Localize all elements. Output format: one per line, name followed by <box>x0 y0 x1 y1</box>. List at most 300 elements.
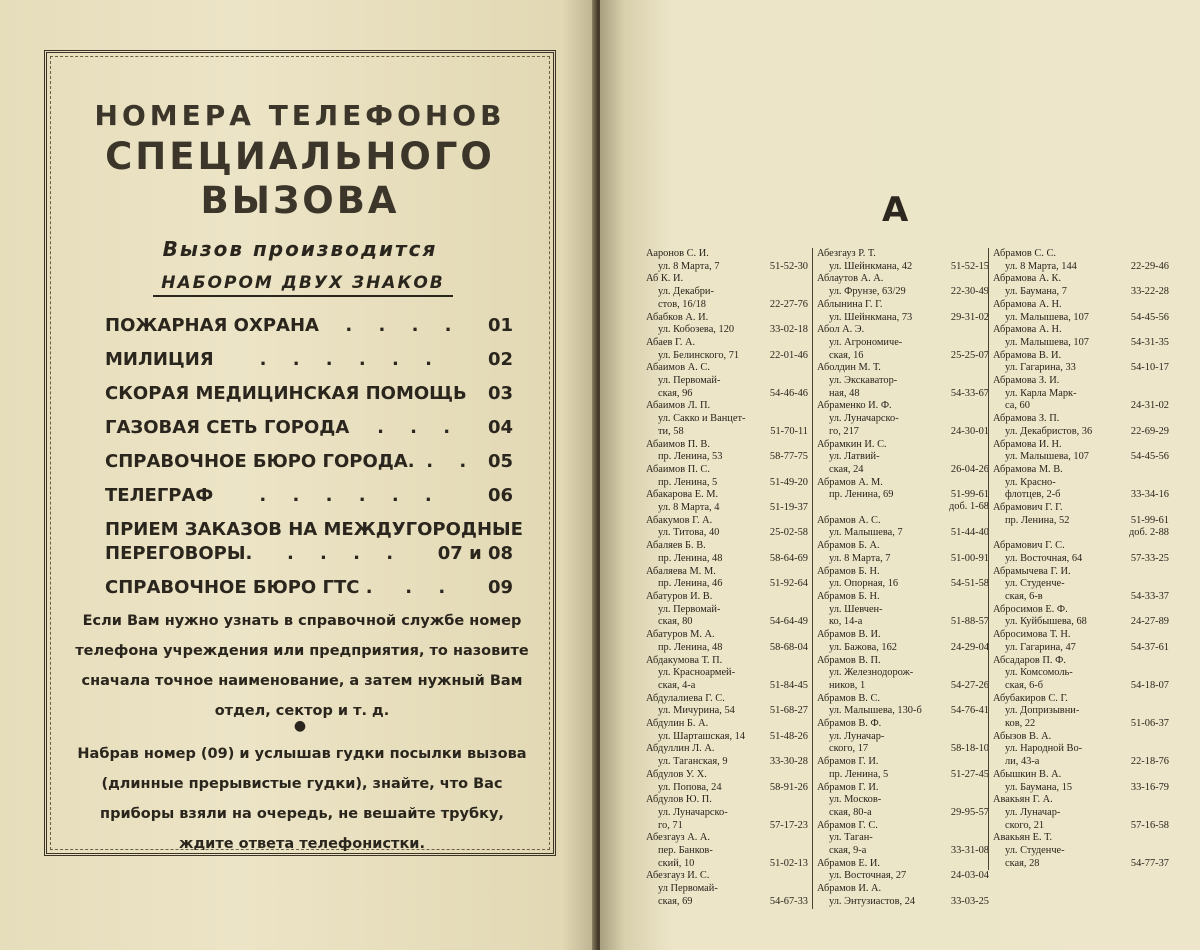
entry-phone: 24-29-04 <box>950 641 989 653</box>
entry-name: Абезгауз Р. Т. <box>817 248 876 259</box>
entry-name: Абсадаров П. Ф. <box>993 654 1066 666</box>
entry-name: Ааронов С. И. <box>646 248 709 259</box>
directory-entry <box>646 515 808 540</box>
entry-name: Абакарова Е. М. <box>646 489 719 501</box>
entry-phone: 26-04-26 <box>950 463 989 475</box>
directory-column-1 <box>646 248 808 909</box>
entry-phone: 33-16-79 <box>1130 781 1169 793</box>
entry-phone: 58-91-26 <box>769 781 808 793</box>
entry-phone: 22-27-76 <box>769 298 808 310</box>
entry-address: ул. Студенче- <box>1005 578 1065 590</box>
entry-address: ская, 80 <box>658 616 693 628</box>
entry-address: ул. Малышева, 130-б <box>829 705 922 717</box>
service-number: 09 <box>487 577 513 598</box>
entry-address: ул. 8 Марта, 4 <box>658 502 720 514</box>
entry-phone: 22-01-46 <box>769 349 808 361</box>
entry-address: ул. Декабри- <box>658 286 714 298</box>
entry-address: ул. Луначар- <box>829 730 885 742</box>
entry-phone: 51-02-13 <box>769 857 808 869</box>
title-line-1: НОМЕРА ТЕЛЕФОНОВ <box>94 99 506 132</box>
entry-name: Абдулов Ю. П. <box>646 794 712 806</box>
entry-name: Абрамова З. П. <box>993 413 1060 425</box>
entry-phone: 33-34-16 <box>1130 489 1169 501</box>
directory-entry <box>993 299 1169 324</box>
directory-entry <box>993 769 1169 794</box>
entry-phone: 57-17-23 <box>769 819 808 831</box>
entry-address: ков, 22 <box>1005 718 1036 730</box>
entry-name: Абдулов У. Х. <box>646 768 707 780</box>
entry-address: ул. 8 Марта, 7 <box>658 260 720 272</box>
entry-address: ул. Шарташская, 14 <box>658 730 746 742</box>
directory-entry <box>646 337 808 362</box>
directory-entry <box>817 324 989 362</box>
service-number: 05 <box>487 451 513 472</box>
entry-address: ко, 14-а <box>829 616 863 628</box>
entry-address: ул. Мичурина, 54 <box>658 705 735 717</box>
entry-name <box>993 527 1169 540</box>
entry-name: Абрамкин И. С. <box>817 438 887 450</box>
service-name: ГАЗОВАЯ СЕТЬ ГОРОДА <box>105 417 350 438</box>
service-name: СПРАВОЧНОЕ БЮРО ГОРОДА. <box>105 451 415 472</box>
directory-entry <box>646 629 808 654</box>
directory-entry <box>817 756 989 781</box>
service-name: ТЕЛЕГРАФ <box>105 485 214 506</box>
entry-address: ул. Красно- <box>1005 476 1056 488</box>
service-row <box>105 417 513 438</box>
entry-phone: 33-30-28 <box>769 756 808 768</box>
entry-phone: 58-68-04 <box>769 641 808 653</box>
entry-name: Абдулалиева Г. С. <box>646 692 725 704</box>
entry-phone: 29-95-57 <box>950 806 989 818</box>
entry-phone: 51-19-37 <box>769 502 808 514</box>
entry-address: ул. Железнодорож- <box>829 667 914 679</box>
directory-entry <box>646 591 808 629</box>
entry-phone: 54-64-49 <box>769 616 808 628</box>
directory-entry <box>817 400 989 438</box>
entry-name: Абрамов В. И. <box>817 629 881 641</box>
directory-entry <box>817 299 989 324</box>
entry-name: Абрамов А. С. <box>817 514 881 526</box>
entry-name: Абросимов Е. Ф. <box>993 603 1068 615</box>
entry-address: ул. Луначар- <box>1005 806 1061 818</box>
service-name: ПРИЕМ ЗАКАЗОВ НА МЕЖДУГОРОДНЫЕ <box>105 519 523 540</box>
directory-entry <box>646 439 808 464</box>
entry-phone: 51-92-64 <box>769 578 808 590</box>
directory-entry <box>646 248 808 273</box>
entry-address: ул. Опорная, 16 <box>829 578 899 590</box>
title-line-2: СПЕЦИАЛЬНОГО <box>105 135 495 178</box>
directory-entry <box>993 324 1169 349</box>
entry-name: Абрамов С. С. <box>993 248 1056 259</box>
directory-entry <box>817 820 989 858</box>
directory-entry <box>817 362 989 400</box>
entry-address: ул. Таганская, 9 <box>658 756 728 768</box>
entry-name: Абрамов И. А. <box>817 883 882 895</box>
directory-entry <box>817 591 989 629</box>
service-row <box>105 383 513 404</box>
entry-address: пр. Ленина, 46 <box>658 578 723 590</box>
entry-address: стов, 16/18 <box>658 298 706 310</box>
service-row <box>105 485 513 506</box>
entry-address: ская, 28 <box>1005 857 1040 869</box>
directory-entry <box>993 273 1169 298</box>
directory-entry <box>646 693 808 718</box>
entry-name: Абакумов Г. А. <box>646 514 713 526</box>
entry-address: ул. Бажова, 162 <box>829 641 897 653</box>
entry-name: Абрамов В. Ф. <box>817 718 882 730</box>
entry-phone: 51-27-45 <box>950 768 989 780</box>
directory-entry <box>646 566 808 591</box>
directory-entry <box>817 693 989 718</box>
directory-entry <box>646 769 808 794</box>
entry-name: Абрамычева Г. И. <box>993 565 1071 577</box>
directory-entry <box>993 502 1169 538</box>
directory-entry <box>817 566 989 591</box>
entry-address: са, 60 <box>1005 400 1030 412</box>
entry-address: ул. Первомай- <box>658 603 721 615</box>
entry-address: пер. Банков- <box>658 845 713 857</box>
entry-phone: 57-16-58 <box>1130 819 1169 831</box>
directory-entry <box>646 655 808 693</box>
service-row <box>105 349 513 370</box>
entry-address: пр. Ленина, 53 <box>658 451 723 463</box>
entry-phone: 24-30-01 <box>950 425 989 437</box>
service-name: ПЕРЕГОВОРЫ. <box>105 543 253 564</box>
directory-entry <box>817 248 989 273</box>
two-digits-heading: НАБОРОМ ДВУХ ЗНАКОВ <box>153 273 453 297</box>
directory-entry <box>646 718 808 743</box>
entry-phone: 51-99-61 <box>1130 514 1169 526</box>
entry-address: ул. Декабристов, 36 <box>1005 425 1093 437</box>
entry-address: ул. Куйбышева, 68 <box>1005 616 1087 628</box>
entry-address: ул. Экскаватор- <box>829 375 898 387</box>
entry-address: ская, 9-а <box>829 845 867 857</box>
directory-entry <box>646 489 808 514</box>
entry-phone: 22-18-76 <box>1130 756 1169 768</box>
entry-phone: 51-52-30 <box>769 260 808 272</box>
entry-name: Абабков А. И. <box>646 311 709 323</box>
entry-address: ская, 69 <box>658 895 693 907</box>
entry-phone: 58-18-10 <box>950 743 989 755</box>
entry-phone: 54-76-41 <box>950 705 989 717</box>
entry-address: ул. Титова, 40 <box>658 527 720 539</box>
entry-phone: 54-33-37 <box>1130 590 1169 602</box>
directory-entry <box>993 731 1169 769</box>
entry-name: Абаев Г. А. <box>646 336 696 348</box>
entry-name: Абрамов В. С. <box>817 692 880 704</box>
service-name: СПРАВОЧНОЕ БЮРО ГТС . <box>105 577 373 598</box>
entry-address: ул. Латвий- <box>829 451 880 463</box>
directory-entry <box>993 413 1169 438</box>
directory-entry <box>817 540 989 565</box>
entry-address: ли, 43-а <box>1005 756 1040 768</box>
entry-name: Авакьян Г. А. <box>993 794 1053 806</box>
entry-name: Абрамова З. И. <box>993 375 1060 387</box>
directory-entry <box>817 718 989 756</box>
entry-phone: 25-02-58 <box>769 527 808 539</box>
entry-address: ская, 96 <box>658 387 693 399</box>
entry-name: Аб К. И. <box>646 273 684 285</box>
service-row <box>105 543 513 564</box>
entry-phone: 33-22-28 <box>1130 286 1169 298</box>
left-page <box>0 0 598 950</box>
entry-address: ул. Кобозева, 120 <box>658 324 735 336</box>
info-note-2: Набрав номер (09) и услышав гудки посылки вызова (длинные прерывистые гудки), знайте, что Вас приборы взяли на очередь, не вешайте трубку, ждите ответа телефонистки. <box>77 746 527 852</box>
entry-address: ул. Баумана, 15 <box>1005 781 1073 793</box>
directory-entry <box>646 362 808 400</box>
entry-address: ул. Студенче- <box>1005 845 1065 857</box>
entry-address: пр. Ленина, 69 <box>829 489 894 501</box>
entry-phone: 33-31-08 <box>950 845 989 857</box>
title-line-3: ВЫЗОВА <box>200 179 400 222</box>
entry-phone: 33-03-25 <box>950 895 989 907</box>
directory-entry <box>817 515 989 540</box>
entry-name: Абол А. Э. <box>817 324 865 336</box>
service-leader-dots: . . . . <box>286 543 404 564</box>
entry-name: Абышкин В. А. <box>993 768 1062 780</box>
entry-phone: 24-03-04 <box>950 870 989 882</box>
directory-entry <box>646 273 808 311</box>
directory-entry <box>646 743 808 768</box>
entry-address: го, 71 <box>658 819 683 831</box>
entry-name: Абрамов Б. Н. <box>817 590 880 602</box>
entry-name: Абрамова В. И. <box>993 349 1062 361</box>
directory-column-3 <box>988 248 1169 870</box>
directory-entry <box>993 248 1169 273</box>
entry-name: Абдулин Б. А. <box>646 718 709 730</box>
section-letter: А <box>882 190 909 230</box>
entry-address: ул. Шейнкмана, 42 <box>829 260 913 272</box>
entry-name: Абдакумова Т. П. <box>646 654 723 666</box>
directory-entry <box>646 794 808 832</box>
entry-address: ул. Луначарско- <box>829 413 899 425</box>
entry-name: Абросимова Т. Н. <box>993 629 1071 641</box>
entry-phone: 24-31-02 <box>1130 400 1169 412</box>
entry-phone: 54-27-26 <box>950 679 989 691</box>
entry-name: Аблаутов А. А. <box>817 273 884 285</box>
directory-entry <box>993 375 1169 413</box>
entry-address: ул. Фрунзе, 63/29 <box>829 286 906 298</box>
entry-phone: 51-06-37 <box>1130 718 1169 730</box>
entry-name: Абрамова И. Н. <box>993 438 1062 450</box>
entry-name: Абаимов Л. П. <box>646 400 711 412</box>
entry-address: го, 217 <box>829 425 859 437</box>
service-leader-dots: . . . . <box>345 315 462 336</box>
directory-entry <box>646 464 808 489</box>
entry-name: Абдуллин Л. А. <box>646 743 715 755</box>
entry-phone: 54-33-67 <box>950 387 989 399</box>
entry-name: Абубакиров С. Г. <box>993 692 1068 704</box>
directory-entry <box>993 794 1169 832</box>
entry-phone: 54-31-35 <box>1130 336 1169 348</box>
entry-address: пр. Ленина, 5 <box>658 476 718 488</box>
entry-address: пр. Ленина, 5 <box>829 768 889 780</box>
entry-name: Абрамов Г. И. <box>817 756 879 768</box>
entry-phone: 58-77-75 <box>769 451 808 463</box>
entry-phone: 54-51-58 <box>950 578 989 590</box>
special-numbers-box <box>44 50 556 856</box>
directory-entry <box>817 655 989 693</box>
entry-address: ул. Гагарина, 33 <box>1005 362 1076 374</box>
service-number: 03 <box>487 383 513 404</box>
entry-name: Абрамова А. Н. <box>993 324 1062 336</box>
service-number: 01 <box>487 315 513 336</box>
entry-address: ул. Малышева, 7 <box>829 527 903 539</box>
entry-address: ная, 48 <box>829 387 860 399</box>
entry-address: ул. 8 Марта, 7 <box>829 552 891 564</box>
entry-address: ул. Народной Во- <box>1005 743 1083 755</box>
entry-address: ул. Баумана, 7 <box>1005 286 1067 298</box>
directory-entry <box>993 832 1169 870</box>
service-row <box>105 451 513 472</box>
entry-phone: 51-44-40 <box>950 527 989 539</box>
service-name: МИЛИЦИЯ <box>105 349 214 370</box>
entry-address: ул. Красноармей- <box>658 667 736 679</box>
entry-address: ская, 6-в <box>1005 590 1043 602</box>
directory-entry <box>646 540 808 565</box>
directory-column-2 <box>812 248 989 909</box>
entry-address: флотцев, 2-б <box>1005 489 1061 501</box>
entry-address: ул. Москов- <box>829 794 882 806</box>
directory-entry <box>993 629 1169 654</box>
entry-phone-extension: доб. 2-88 <box>1128 526 1169 538</box>
service-name: ПОЖАРНАЯ ОХРАНА <box>105 315 319 336</box>
call-made-heading: Вызов производится <box>162 237 438 261</box>
entry-address: ская, 4-а <box>658 679 696 691</box>
entry-name: Абрамов В. П. <box>817 654 881 666</box>
directory-entry <box>993 540 1169 565</box>
entry-phone: 29-31-02 <box>950 311 989 323</box>
entry-address: ул. Шейнкмана, 73 <box>829 311 913 323</box>
service-leader-dots: . . <box>405 577 456 598</box>
directory-entry <box>646 312 808 337</box>
entry-name: Абраменко И. Ф. <box>817 400 892 412</box>
entry-phone: 22-29-46 <box>1130 260 1169 272</box>
entry-address: ул. Сакко и Ванцет- <box>658 413 746 425</box>
entry-address: ул. Энтузиастов, 24 <box>829 895 916 907</box>
directory-entry <box>817 629 989 654</box>
entry-address: ул. Белинского, 71 <box>658 349 740 361</box>
entry-name: Абызов В. А. <box>993 730 1052 742</box>
directory-entry <box>993 655 1169 693</box>
service-row <box>105 315 513 336</box>
entry-phone: 51-00-91 <box>950 552 989 564</box>
entry-phone: 33-02-18 <box>769 324 808 336</box>
entry-phone: 54-45-56 <box>1130 311 1169 323</box>
entry-phone: 54-45-56 <box>1130 451 1169 463</box>
entry-address: ул. 8 Марта, 144 <box>1005 260 1077 272</box>
entry-address: ул. Агрономиче- <box>829 336 903 348</box>
entry-address: ул. Гагарина, 47 <box>1005 641 1076 653</box>
entry-phone: 54-77-37 <box>1130 857 1169 869</box>
entry-address: ул. Допризывни- <box>1005 705 1080 717</box>
service-name: СКОРАЯ МЕДИЦИНСКАЯ ПОМОЩЬ <box>105 383 467 404</box>
entry-phone: 25-25-07 <box>950 349 989 361</box>
entry-address: ская, 6-б <box>1005 679 1044 691</box>
entry-phone: 54-37-61 <box>1130 641 1169 653</box>
service-number: 04 <box>487 417 513 438</box>
entry-name: Абрамович Г. С. <box>993 540 1065 552</box>
entry-name: Абатуров И. В. <box>646 590 713 602</box>
service-number: 07 и 08 <box>437 543 513 564</box>
entry-address: ул. Малышева, 107 <box>1005 336 1090 348</box>
entry-phone: 54-67-33 <box>769 895 808 907</box>
entry-name: Аболдин М. Т. <box>817 362 881 374</box>
entry-address: ул. Таган- <box>829 832 873 844</box>
entry-address: ул. Первомай- <box>658 375 721 387</box>
entry-address: ул. Луначарско- <box>658 806 728 818</box>
entry-address: ская, 24 <box>829 463 864 475</box>
entry-phone: 22-30-49 <box>950 286 989 298</box>
directory-entry <box>646 832 808 870</box>
entry-name: Авакьян Е. Т. <box>993 832 1053 844</box>
entry-phone: 51-99-61 <box>950 489 989 501</box>
entry-phone: 51-52-15 <box>950 260 989 272</box>
directory-entry <box>817 273 989 298</box>
directory-entry <box>646 400 808 438</box>
entry-phone: 24-27-89 <box>1130 616 1169 628</box>
entry-address: пр. Ленина, 48 <box>658 641 723 653</box>
service-number: 02 <box>487 349 513 370</box>
right-page <box>600 0 1200 950</box>
entry-phone: 54-10-17 <box>1130 362 1169 374</box>
directory-entry <box>993 566 1169 604</box>
service-row <box>105 577 513 598</box>
entry-phone: 51-70-11 <box>770 425 808 437</box>
entry-address: ский, 10 <box>658 857 695 869</box>
entry-phone: 51-48-26 <box>769 730 808 742</box>
entry-name: Абрамович Г. Г. <box>993 502 1063 514</box>
entry-name: Абрамов А. М. <box>817 476 883 488</box>
entry-phone: 58-64-69 <box>769 552 808 564</box>
entry-address: ского, 21 <box>1005 819 1045 831</box>
entry-phone: 51-49-20 <box>769 476 808 488</box>
directory-entry <box>817 782 989 820</box>
directory-entry <box>817 439 989 477</box>
entry-name: Абезгауз И. С. <box>646 870 710 882</box>
entry-name: Абаляева М. М. <box>646 565 716 577</box>
service-leader-dots: . . . <box>377 417 461 438</box>
entry-address: ников, 1 <box>829 679 866 691</box>
entry-name: Аблынина Г. Г. <box>817 298 883 310</box>
entry-name: Абрамова А. Н. <box>993 298 1062 310</box>
service-row <box>105 519 523 540</box>
entry-address: пр. Ленина, 48 <box>658 552 723 564</box>
info-note-1: Если Вам нужно узнать в справочной службе номер телефона учреждения или предприятия, то назовите сначала точное наименование, а затем нужный Вам отдел, сектор и т. д. <box>75 613 529 719</box>
entry-phone: 22-69-29 <box>1130 425 1169 437</box>
entry-phone: 51-84-45 <box>769 679 808 691</box>
entry-address: ул. Восточная, 27 <box>829 870 907 882</box>
entry-phone: 54-46-46 <box>769 387 808 399</box>
entry-name: Абаимов П. В. <box>646 438 710 450</box>
entry-address: ул. Восточная, 64 <box>1005 552 1083 564</box>
service-number: 06 <box>487 485 513 506</box>
entry-phone: 51-68-27 <box>769 705 808 717</box>
entry-address: ул. Комсомоль- <box>1005 667 1073 679</box>
directory-entry <box>993 350 1169 375</box>
directory-entry <box>817 502 989 515</box>
entry-name: Абрамова М. В. <box>993 463 1063 475</box>
entry-name: Абатуров М. А. <box>646 629 715 641</box>
directory-entry <box>646 870 808 908</box>
service-leader-dots: . . . . . . <box>259 485 442 506</box>
entry-name: Абрамов Г. С. <box>817 819 878 831</box>
entry-address: пр. Ленина, 52 <box>1005 514 1070 526</box>
entry-phone: 51-88-57 <box>950 616 989 628</box>
directory-entry <box>993 439 1169 464</box>
directory-entry <box>993 693 1169 731</box>
entry-name: Абаимов А. С. <box>646 362 710 374</box>
